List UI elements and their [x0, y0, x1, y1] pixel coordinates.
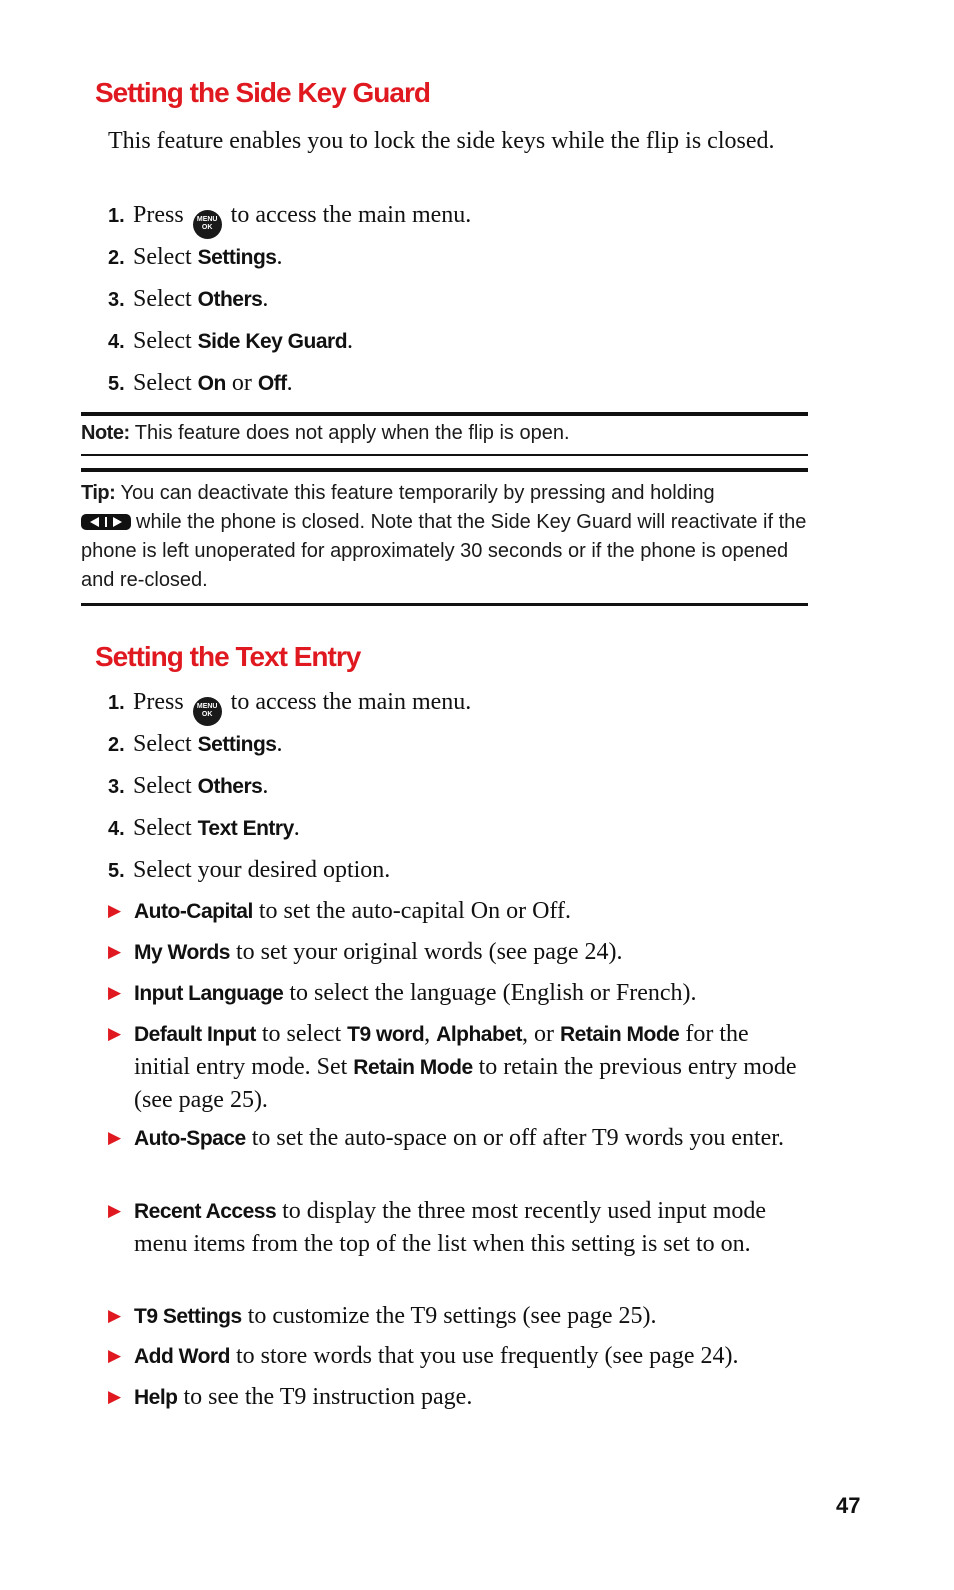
menu-item-settings: Settings: [197, 733, 277, 756]
menu-item-text-entry: Text Entry: [197, 817, 294, 840]
mode-retain-mode: Retain Mode: [353, 1056, 473, 1079]
step-number: 5.: [108, 373, 125, 395]
option-name: Auto-Capital: [134, 900, 253, 923]
arrow-right-icon: ▶: [108, 1346, 122, 1365]
step-number: 1.: [108, 692, 125, 714]
option-description: to store words that you use frequently (see page 24).: [229, 1343, 739, 1369]
step-text: .: [293, 815, 300, 841]
option-description: to set your original words (see page 24).: [229, 939, 623, 965]
note-label: Note:: [81, 422, 130, 444]
step-3: [108, 284, 268, 314]
note-top-rule: [81, 412, 808, 416]
step-2: [108, 729, 282, 759]
mode-alphabet: Alphabet: [436, 1023, 522, 1046]
option-description: , or: [522, 1021, 560, 1047]
section-heading-side-key-guard: Setting the Side Key Guard: [95, 77, 430, 108]
step-text: .: [276, 244, 283, 270]
option-name: Help: [134, 1386, 178, 1409]
menu-item-settings: Settings: [197, 246, 277, 269]
side-key-icon: [81, 514, 131, 530]
arrow-right-icon: ▶: [108, 942, 122, 961]
option-name: Add Word: [134, 1345, 230, 1368]
step-text: Select: [133, 731, 198, 757]
arrow-right-icon: ▶: [108, 1024, 122, 1043]
intro-paragraph: This feature enables you to lock the side keys while the flip is closed.: [108, 128, 775, 154]
arrow-right-icon: ▶: [108, 1201, 122, 1220]
option-name: Input Language: [134, 982, 284, 1005]
tip-box: [81, 479, 808, 595]
step-text: Select your desired option.: [133, 857, 391, 883]
step-number: 4.: [108, 331, 125, 353]
option-description: to customize the T9 settings (see page 25).: [241, 1303, 657, 1329]
step-text: .: [286, 370, 293, 396]
step-text: .: [276, 731, 283, 757]
list-item-auto-capital: [108, 895, 808, 928]
tip-bottom-rule: [81, 603, 808, 606]
option-name: Recent Access: [134, 1200, 277, 1223]
step-3: [108, 771, 268, 801]
step-4: [108, 813, 300, 843]
step-4: [108, 326, 353, 356]
step-text: Press: [133, 689, 190, 715]
mode-t9-word: T9 word: [347, 1023, 425, 1046]
list-item-t9-settings: [108, 1300, 808, 1333]
menu-item-others: Others: [197, 775, 263, 798]
list-item-help: [108, 1381, 808, 1414]
option-description: to set the auto-space on or off after T9 words you enter.: [245, 1125, 784, 1151]
note-box: [81, 419, 808, 448]
step-number: 2.: [108, 247, 125, 269]
step-text: Select: [133, 815, 198, 841]
step-number: 2.: [108, 734, 125, 756]
arrow-right-icon: ▶: [108, 901, 122, 920]
step-text: Select: [133, 244, 198, 270]
step-5: [108, 855, 390, 885]
arrow-right-icon: ▶: [108, 1387, 122, 1406]
mode-retain-mode: Retain Mode: [560, 1023, 680, 1046]
list-item-default-input: [108, 1018, 808, 1116]
option-description: to retain the previous entry mode (see page 25).: [134, 1054, 797, 1113]
step-number: 3.: [108, 289, 125, 311]
option-name: Default Input: [134, 1023, 256, 1046]
option-name: Auto-Space: [134, 1127, 246, 1150]
option-name: My Words: [134, 941, 230, 964]
option-description: ,: [424, 1021, 437, 1047]
step-text: to access the main menu.: [224, 689, 472, 715]
step-text: .: [262, 286, 269, 312]
step-text: Select: [133, 773, 198, 799]
option-description: to select: [255, 1021, 348, 1047]
step-text: or: [225, 370, 258, 396]
tip-label: Tip:: [81, 482, 116, 504]
list-item-my-words: [108, 936, 808, 969]
step-number: 1.: [108, 205, 125, 227]
step-text: .: [262, 773, 269, 799]
option-off: Off: [257, 372, 287, 395]
menu-ok-key-icon: MENU OK: [193, 210, 222, 239]
step-text: .: [347, 328, 354, 354]
menu-item-side-key-guard: Side Key Guard: [197, 330, 348, 353]
step-text: Select: [133, 370, 198, 396]
arrow-right-icon: ▶: [108, 1306, 122, 1325]
step-text: Select: [133, 286, 198, 312]
list-item-add-word: [108, 1340, 808, 1373]
step-1: [108, 200, 471, 230]
tip-text-continued: while the phone is closed. Note that the Side Key Guard will reactivate if the phone is left unoperated for approximately 30 seconds or if the phone is opened and re-closed.: [81, 511, 807, 591]
step-1: [108, 687, 471, 717]
page-number: 47: [836, 1493, 861, 1518]
step-5: [108, 368, 293, 398]
option-description: to set the auto-capital On or Off.: [252, 898, 571, 924]
step-text: Press: [133, 202, 190, 228]
list-item-auto-space: [108, 1122, 808, 1155]
arrow-right-icon: ▶: [108, 1128, 122, 1147]
menu-ok-key-icon: MENU OK: [193, 697, 222, 726]
note-text: This feature does not apply when the flip is open.: [129, 422, 570, 444]
option-description: to display the three most recently used input mode menu items from the top of the list when this setting is set to on.: [134, 1198, 767, 1257]
step-number: 3.: [108, 776, 125, 798]
list-item-recent-access: [108, 1195, 808, 1260]
section-heading-text-entry: Setting the Text Entry: [95, 641, 361, 672]
step-2: [108, 242, 282, 272]
option-description: for the initial entry mode. Set: [134, 1021, 749, 1080]
option-description: to select the language (English or French).: [283, 980, 697, 1006]
step-number: 4.: [108, 818, 125, 840]
option-on: On: [197, 372, 226, 395]
step-number: 5.: [108, 860, 125, 882]
option-name: T9 Settings: [134, 1305, 242, 1328]
list-item-input-language: [108, 977, 808, 1010]
option-description: to see the T9 instruction page.: [177, 1384, 473, 1410]
menu-item-others: Others: [197, 288, 263, 311]
tip-top-rule: [81, 468, 808, 472]
step-text: to access the main menu.: [224, 202, 472, 228]
note-bottom-rule: [81, 454, 808, 456]
arrow-right-icon: ▶: [108, 983, 122, 1002]
tip-text: You can deactivate this feature temporarily by pressing and holding: [115, 482, 715, 504]
step-text: Select: [133, 328, 198, 354]
